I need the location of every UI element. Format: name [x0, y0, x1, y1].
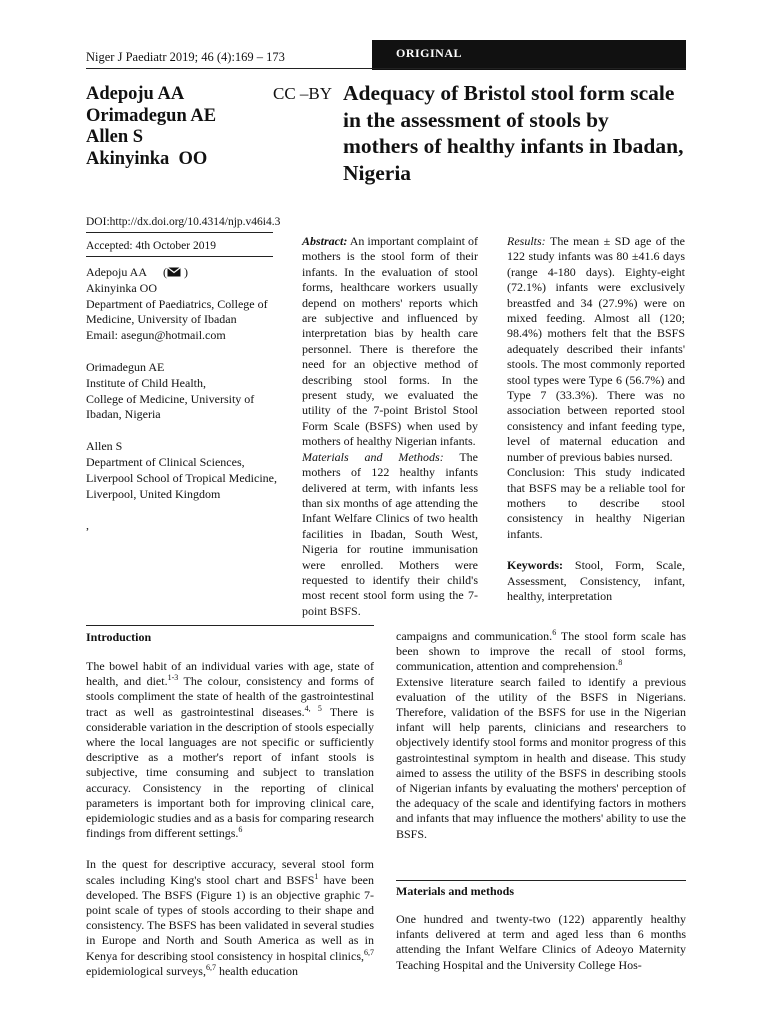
- license-label: CC –BY: [273, 84, 333, 103]
- article-type-badge: ORIGINAL: [372, 40, 686, 70]
- results-label: Results:: [507, 234, 546, 248]
- affiliation-name: Adepoju AA: [86, 265, 147, 279]
- section-heading-introduction: Introduction: [86, 630, 152, 644]
- paragraph: One hundred and twenty-two (122) apparently healthy infants delivered at term and aged less than 6 months attending the Infant Welfare Clinics of Adeoyo Maternity Teaching Hospital and the University College Hos-: [396, 912, 686, 972]
- abstract-column-2: [507, 234, 685, 604]
- paragraph: campaigns and communication.$^6$ The stool form scale has been shown to improve the recall of stool forms, communication, attention and comprehension.$^8$: [396, 628, 686, 674]
- affiliations: [86, 265, 278, 550]
- header-rule: [86, 68, 686, 69]
- section-heading-methods: Materials and methods: [396, 884, 514, 898]
- divider: [86, 232, 273, 233]
- keywords-text: Stool, Form, Scale, Assessment, Consistency, infant, healthy, interpretation: [507, 558, 685, 603]
- envelope-icon[interactable]: ( ): [163, 265, 188, 279]
- author-list: [86, 84, 216, 170]
- article-title: Adequacy of Bristol stool form scale in the assessment of stools by mothers of healthy infants in Ibadan, Nigeria: [343, 81, 684, 185]
- abstract-text: An important complaint of mothers is the stool form of their infants. In the evaluation of stool forms, healthcare workers usually depend on mothers' reports which are subjective and influenced by interpretation bias by health care personnel. There is therefore the need for an objective method of describing stool forms. In the present study, we evaluated the utility of the 7-point Bristol Stool Form Scale (BSFS) when used by mothers of healthy Nigerian infants.: [302, 234, 478, 449]
- abstract-column-1: [302, 234, 478, 619]
- results-text: The mean ± SD age of the 122 study infants was 80 ±41.6 days (range 4-180 days). Eighty-eight (72.1%) infants were exclusively breastfed and 34 (27.9%) were on mixed feeding. Almost all (120; 98.4%) mothers felt that the BSFS adequately described their infants' stools. The most commonly reported stool types were Type 6 (56.7%) and Type 7 (33.3%). There was no association between reported stool consistency and infant feeding type, level of maternal education and number of previous babies nursed.: [507, 234, 685, 464]
- author-name: Akinyinka OO: [86, 148, 208, 169]
- journal-citation: Niger J Paediatr 2019; 46 (4):169 – 173: [86, 50, 285, 64]
- divider: [396, 880, 686, 881]
- doi-link[interactable]: DOI:http://dx.doi.org/10.4314/njp.v46i4.3: [86, 216, 281, 228]
- affiliation-trailing: ,: [86, 518, 89, 533]
- paragraph: Extensive literature search failed to identify a previous evaluation of the utility of the BSFS in Nigerians. Therefore, validation of the BSFS for use in the Nigerian infant will help parents, clinicians and researchers to objectively identify stool forms and monitor progress of this gastrointestinal symptom in health and disease. This study aimed to assess the utility of the BSFS in describing stools of Nigerian infants by evaluating the mothers' perception of the adequacy of the scale and identifying factors in mothers and infants that may influence the mothers' ability to use the BSFS.: [396, 674, 686, 841]
- paragraph: The bowel habit of an individual varies with age, state of health, and diet.$^{1-3}$ The colour, consistency and forms of stools compliment the state of health of the gastrointestinal tract as well as gastrointestinal diseases.$^{4, 5}$ There is considerable variation in the description of stools especially where the local languages are not specific or sufficiently descriptive as a mother's report of infant stools is subjective, time consuming and subject to translation accuracy. Consistency in the reporting of clinical parameters is important both for improving clinical care, epidemiologic studies and as a basis for comparing research findings from different settings.$^6$: [86, 659, 375, 841]
- abstract-label: Abstract:: [302, 234, 348, 248]
- author-name: Orimadegun AE: [86, 105, 217, 126]
- conclusion-text: Conclusion: This study indicated that BSFS may be a reliable tool for mothers to describe stool consistency in healthy Nigerian infants.: [507, 465, 685, 541]
- affiliation-block: Orimadegun AE Institute of Child Health, College of Medicine, University of Ibadan, Nigeria: [86, 359, 255, 422]
- accepted-date: Accepted: 4th October 2019: [86, 240, 216, 252]
- body-column-left: [86, 659, 374, 995]
- author-name: Adepoju AA: [86, 84, 185, 104]
- author-name: Allen S: [86, 127, 144, 147]
- methods-text: The mothers of 122 healthy infants delivered at term, with infants less than six months of age attending the Infant Welfare Clinics of two health facilities in Ibadan, South West, Nigeria for routine immunisation were enrolled. Mothers were requested to identify their child's most recent stool form using the 7-point BSFS.: [302, 449, 478, 618]
- divider: [86, 256, 273, 257]
- paragraph: In the quest for descriptive accuracy, several stool form scales including King's stool chart and BSFS$^1$ have been developed. The BSFS (Figure 1) is an objective graphic 7-point scale of types of stools according to their shape and consistency. The BSFS has been validated in several studies in Europe and North and South America as well as in Kenya for describing stool consistency in hospital clinics,$^{6,7}$ epidemiological surveys,$^{6,7}$ health education: [86, 857, 374, 978]
- affiliation-block: Akinyinka OO Department of Paediatrics, College of Medicine, University of Ibadan Email: asegun@hotmail.com: [86, 280, 268, 343]
- affiliation-block: Allen S Department of Clinical Sciences, Liverpool School of Tropical Medicine, Liverpool, United Kingdom: [86, 439, 277, 501]
- keywords-label: Keywords:: [507, 558, 563, 573]
- divider: [86, 625, 374, 626]
- methods-label: Materials and Methods:: [302, 449, 444, 464]
- body-column-right: [396, 629, 686, 842]
